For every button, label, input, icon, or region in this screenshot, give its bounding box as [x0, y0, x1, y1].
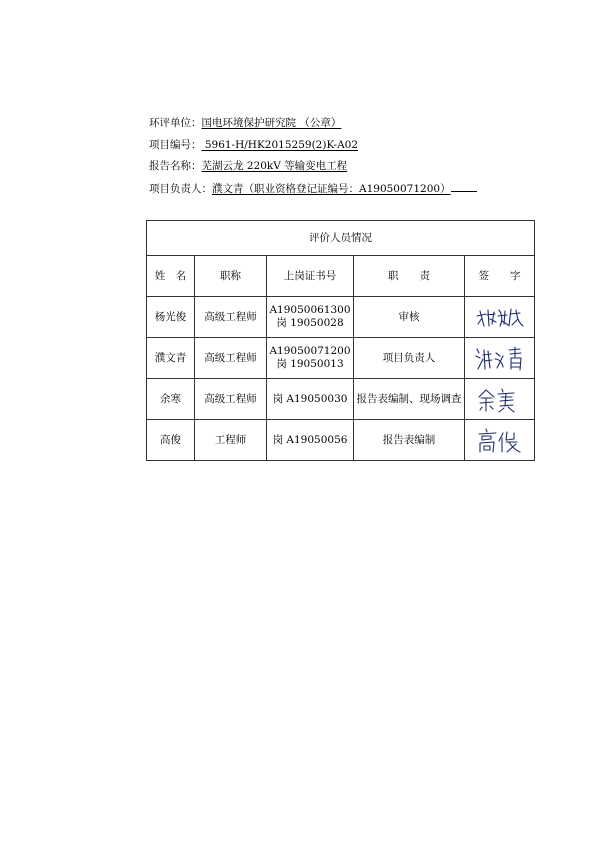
project-number-value: 5961-H/HK2015259(2)K-A02 [201, 138, 359, 151]
cell-duty: 报告表编制、现场调查 [354, 379, 465, 420]
table-caption: 评价人员情况 [147, 221, 535, 256]
underline-fill [451, 178, 477, 192]
cell-title: 高级工程师 [195, 297, 267, 338]
cell-duty: 报告表编制 [354, 420, 465, 461]
report-name-label: 报告名称： [149, 160, 202, 172]
project-info [149, 113, 477, 199]
cell-cert [267, 379, 354, 420]
table-header-row [147, 256, 535, 297]
cell-cert [267, 420, 354, 461]
report-name-line [149, 156, 477, 178]
handwritten-signature [472, 343, 528, 373]
handwritten-signature [472, 384, 528, 414]
cell-duty: 审核 [354, 297, 465, 338]
cert-line: 岗 19050028 [276, 317, 344, 329]
cell-signature [465, 338, 535, 379]
cell-cert [267, 297, 354, 338]
project-number-line [149, 135, 477, 157]
cert-line: A19050061300 [269, 304, 351, 316]
project-leader-value: 濮文青（职业资格登记证编号：A19050071200） [212, 182, 451, 195]
eval-unit-value: 国电环境保护研究院 （公章） [201, 117, 342, 129]
handwritten-signature [472, 425, 528, 455]
header-duty: 职 责 [354, 256, 465, 297]
cert-line: 岗 19050013 [276, 358, 344, 370]
cert-line: A19050071200 [269, 345, 351, 357]
cell-name: 高俊 [147, 420, 195, 461]
project-number-label: 项目编号： [149, 138, 202, 151]
project-leader-label: 项目负责人： [149, 182, 212, 195]
cell-title: 工程师 [195, 420, 267, 461]
cell-duty: 项目负责人 [354, 338, 465, 379]
cell-signature [465, 297, 535, 338]
table-row [147, 379, 535, 420]
header-title: 职称 [195, 256, 267, 297]
cell-signature [465, 420, 535, 461]
table-row [147, 297, 535, 338]
header-name: 姓 名 [147, 256, 195, 297]
cell-title: 高级工程师 [195, 379, 267, 420]
cell-name: 濮文青 [147, 338, 195, 379]
header-signature: 签 字 [465, 256, 535, 297]
staff-table [146, 220, 535, 461]
cert-line: 岗 A19050030 [272, 392, 348, 405]
cell-name: 杨光俊 [147, 297, 195, 338]
handwritten-signature [472, 302, 528, 332]
eval-unit-label: 环评单位： [149, 117, 202, 129]
cell-signature [465, 379, 535, 420]
cell-cert [267, 338, 354, 379]
cell-name: 余寒 [147, 379, 195, 420]
cell-title: 高级工程师 [195, 338, 267, 379]
report-name-value: 芜湖云龙 220kV 等输变电工程 [201, 160, 348, 172]
cert-line: 岗 A19050056 [272, 433, 348, 446]
eval-unit-line [149, 113, 477, 135]
project-leader-line [149, 178, 477, 200]
table-row [147, 338, 535, 379]
header-cert: 上岗证书号 [267, 256, 354, 297]
table-row [147, 420, 535, 461]
table-caption-row [147, 221, 535, 256]
